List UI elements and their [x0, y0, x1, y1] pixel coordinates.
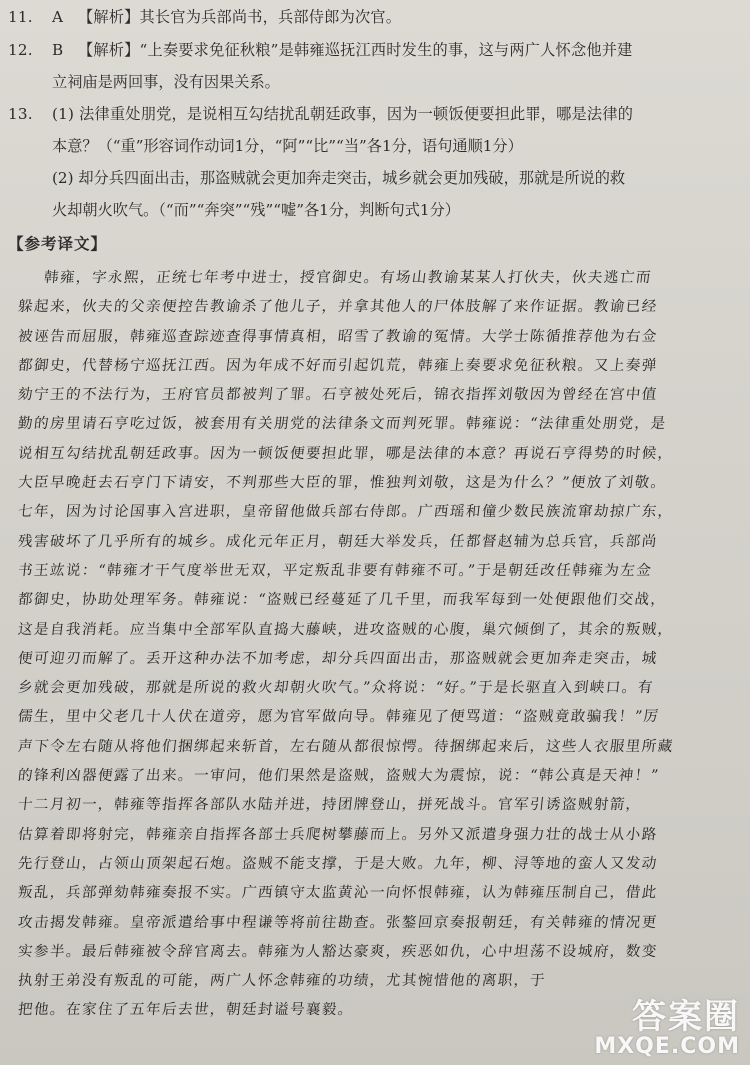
- translation-line: 声下令左右随从将他们捆绑起来斩首，左右随从都很惊愕。待捆绑起来后，这些人衣服里所藏: [17, 737, 675, 755]
- translation-line: 七年，因为讨论国事入宫进职，皇帝留他做兵部右侍郎。广西瑶和僮少数民族流窜劫掠广东，: [17, 503, 675, 521]
- translation-line: 残害破坏了几乎所有的城乡。成化元年正月，朝廷大举发兵，任都督赵辅为总兵官，兵部尚: [17, 532, 659, 550]
- translation-line: 的锋利凶器便露了出来。一审问，他们果然是盗贼，盗贼大为震惊，说：“韩公真是天神！”: [17, 767, 661, 785]
- watermark-logo: [592, 989, 742, 1059]
- answer-option: A: [52, 8, 64, 26]
- answer-12: [8, 37, 748, 63]
- answer-explanation: 【解析】其长官为兵部尚书，兵部侍郎为次官。: [78, 8, 402, 26]
- translation-line: 说相互勾结扰乱朝廷政事。因为一顿饭便要担此罪，哪是法律的本意？再说石亨得势的时候，: [17, 444, 675, 462]
- translation-line: 估算着即将射完，韩雍亲自指挥各部士兵爬树攀藤而上。另外又派遣身强力壮的战士从小路: [17, 825, 659, 843]
- answer-option: B: [52, 41, 64, 59]
- reference-translation-body: [18, 263, 744, 1025]
- answer-11: [8, 4, 748, 30]
- translation-line: 先行登山，占领山顶架起石炮。盗贼不能支撑，于是大败。九年，柳、浔等地的蛮人又发动: [17, 854, 659, 872]
- watermark-url: MXQE.COM: [594, 1034, 740, 1059]
- translation-line: 便可迎刃而解了。丢开这种办法不加考虑，却分兵四面出击，那盗贼就会更加奔走突击，城: [17, 649, 659, 667]
- watermark-text: 答案圈: [632, 997, 740, 1037]
- translation-line: 都御史，协助处理军务。韩雍说：“盗贼已经蔓延了几千里，而我军每到一处便跟他们交战，: [17, 591, 668, 609]
- translation-line: 被诬告而屈服，韩雍巡查踪迹查得事情真相，昭雪了教谕的冤情。大学士陈循推荐他为右佥: [17, 327, 659, 345]
- answer-number: 13.: [8, 105, 33, 123]
- answer-13-part-1-continued: 本意？（“重”形容词作动词1分，“阿”“比”“当”各1分，语句通顺1分）: [52, 137, 523, 155]
- translation-line: 攻击揭发韩雍。皇帝派遣给事中程谦等将前往勘查。张鏊回京奏报朝廷，有关韩雍的情况更: [17, 913, 659, 931]
- translation-line: 勤的房里请石亨吃过饭，被套用有关朋党的法律条文而判死罪。韩雍说：“法律重处朋党，是: [17, 415, 668, 433]
- translation-line: 劾宁王的不法行为，王府官员都被判了罪。石亨被处死后，锦衣指挥刘敬因为曾经在宫中值: [17, 386, 659, 404]
- translation-line: 乡就会更加残破，那就是所说的救火却朝火吹气。”众将说：“好。”于是长驱直入到峡口。有: [17, 679, 655, 697]
- translation-line: 大臣早晚赶去石亨门下请安，不判那些大臣的罪，惟独判刘敬，这是为什么？”便放了刘敬。: [17, 474, 668, 492]
- answer-number: 11.: [8, 8, 33, 26]
- translation-line: 实参半。最后韩雍被令辞官离去。韩雍为人豁达豪爽，疾恶如仇，心中坦荡不设城府，数变: [17, 942, 659, 960]
- answer-13-part-1: [8, 101, 748, 127]
- answer-explanation: 【解析】“上奏要求免征秋粮”是韩雍巡抚江西时发生的事，这与两广人怀念他并建: [78, 41, 633, 59]
- translation-line: 把他。在家住了五年后去世，朝廷封谥号襄毅。: [17, 1001, 355, 1019]
- answer-number: 12.: [8, 41, 33, 59]
- answer-explanation: (1) 法律重处朋党，是说相互勾结扰乱朝廷政事，因为一顿饭便要担此罪，哪是法律的: [52, 105, 634, 123]
- translation-line: 韩雍，字永熙，正统七年考中进士，授官御史。有场山教谕某某人打伙夫，伙夫逃亡而: [43, 269, 653, 286]
- answer-13-part-2: (2) 却分兵四面出击，那盗贼就会更加奔走突击，城乡就会更加残破，那就是所说的救: [52, 169, 626, 187]
- translation-line: 叛乱，兵部弹劾韩雍奏报不实。广西镇守太监黄沁一向怀恨韩雍，认为韩雍压制自己，借此: [17, 884, 659, 902]
- translation-line: 躲起来，伙夫的父亲便控告教谕杀了他儿子，并拿其他人的尸体肢解了来作证据。教谕已经: [17, 298, 659, 316]
- answer-13-part-2-continued: 火却朝火吹气。（“而”“奔突”“残”“嘘”各1分，判断句式1分）: [52, 201, 460, 219]
- reference-translation-heading: 【参考译文】: [8, 234, 108, 253]
- translation-line: 执射王弟没有叛乱的可能，两广人怀念韩雍的功绩，尤其惋惜他的离职，于: [17, 972, 547, 990]
- translation-line: 十二月初一，韩雍等指挥各部队水陆并进，持团牌登山，拼死战斗。官军引诱盗贼射箭，: [17, 796, 643, 814]
- translation-line: 书王竑说：“韩雍才干气度举世无双，平定叛乱非要有韩雍不可。”于是朝廷改任韩雍为左佥: [17, 561, 654, 579]
- translation-line: 都御史，代替杨宁巡抚江西。因为年成不好而引起饥荒，韩雍上奏要求免征秋粮。又上奏弹: [17, 356, 659, 374]
- answer-12-continued: 立祠庙是两回事，没有因果关系。: [52, 73, 280, 91]
- translation-line: 儒生，里中父老几十人伏在道旁，愿为官军做向导。韩雍见了便骂道：“盗贼竟敢骗我！”厉: [17, 708, 661, 726]
- translation-line: 这是自我消耗。应当集中全部军队直捣大藤峡，进攻盗贼的心腹，巢穴倾倒了，其余的叛贼，: [17, 620, 675, 638]
